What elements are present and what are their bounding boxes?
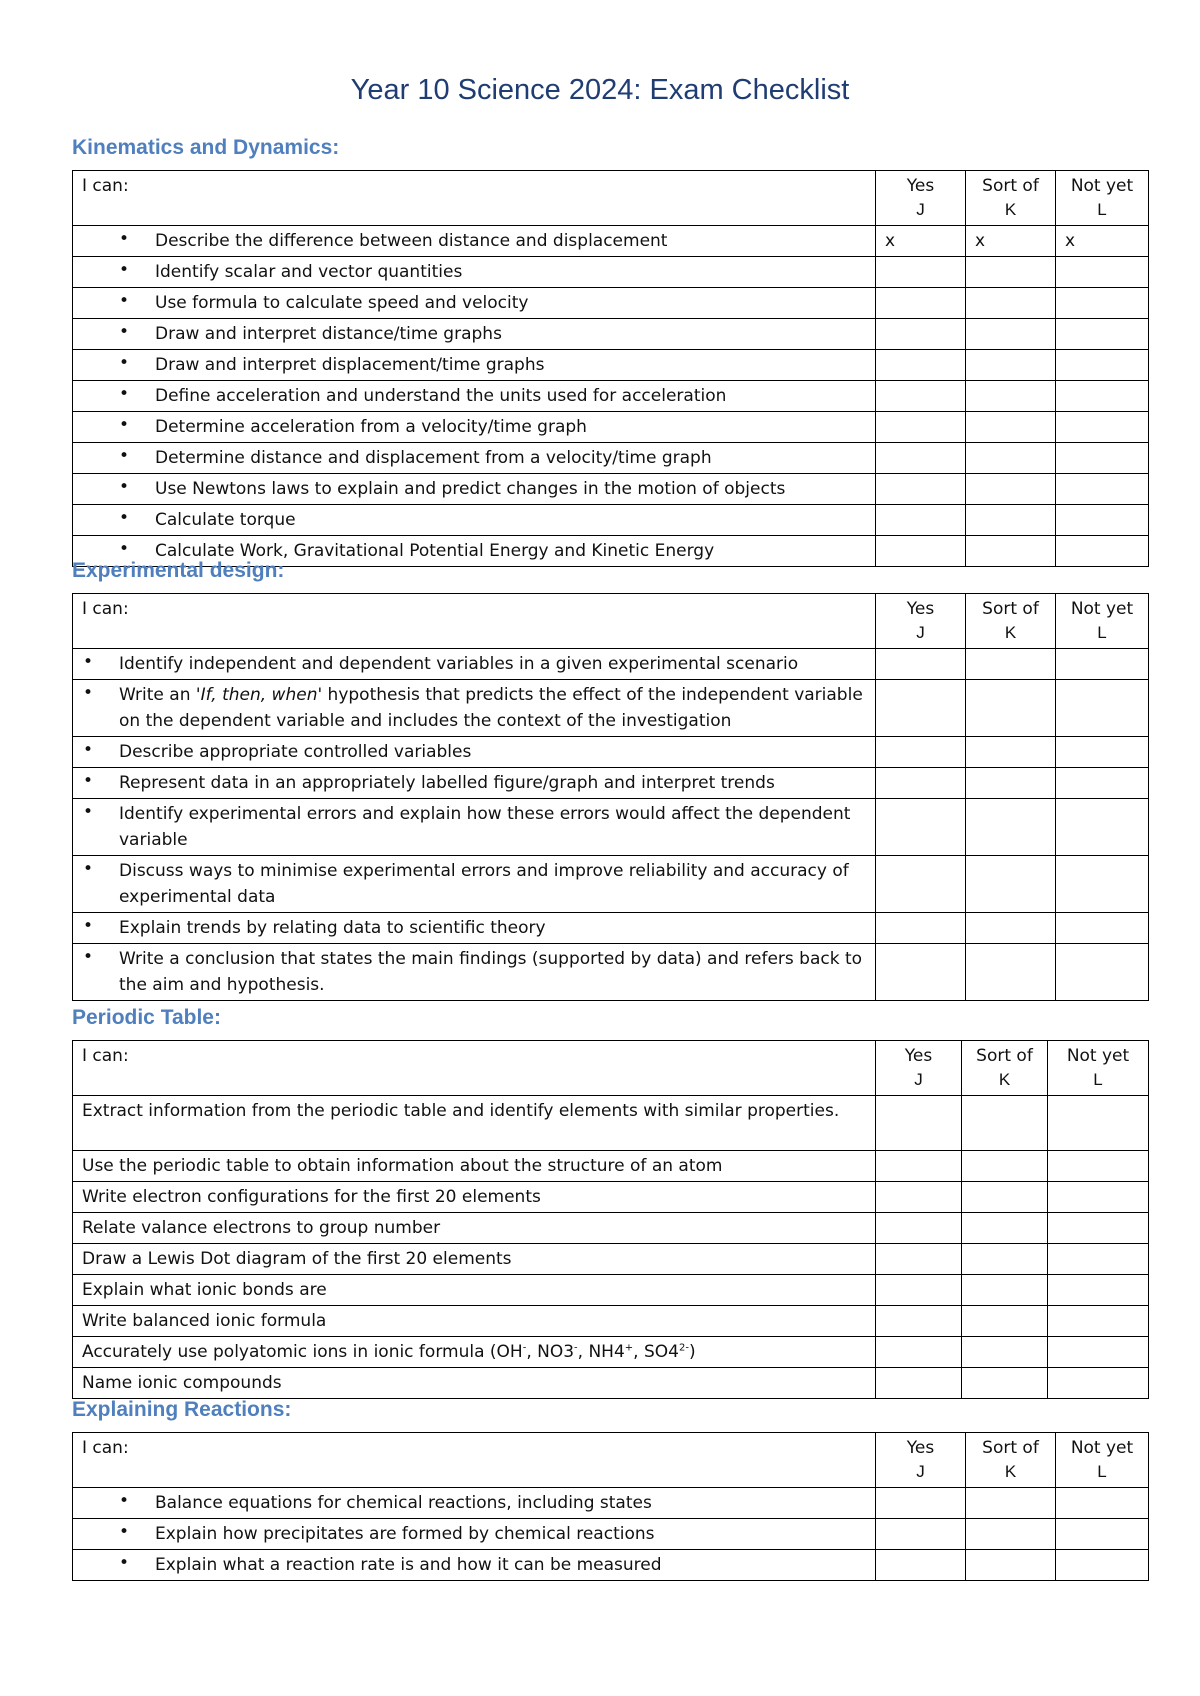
checklist-item: Explain what ionic bonds are [73, 1275, 876, 1306]
section-heading-experimental: Experimental design: [72, 559, 285, 582]
notyet-checkbox[interactable]: x [1056, 226, 1149, 257]
neutral-face-icon: K [998, 1070, 1011, 1089]
checklist-item: • Use formula to calculate speed and velocity [73, 288, 876, 319]
bullet-icon: • [119, 415, 130, 435]
sortof-checkbox[interactable] [966, 649, 1056, 680]
notyet-checkbox[interactable] [1056, 680, 1149, 737]
yes-header: Yes J [876, 594, 966, 649]
checklist-item: Draw a Lewis Dot diagram of the first 20 elements [73, 1244, 876, 1275]
happy-face-icon: J [916, 200, 925, 219]
checklist-item: • Describe appropriate controlled variables [73, 737, 876, 768]
notyet-checkbox[interactable] [1056, 319, 1149, 350]
sortof-checkbox[interactable] [966, 257, 1056, 288]
sortof-checkbox[interactable] [966, 536, 1056, 567]
sortof-checkbox[interactable] [966, 680, 1056, 737]
sortof-checkbox[interactable] [962, 1182, 1048, 1213]
notyet-checkbox[interactable] [1056, 768, 1149, 799]
ican-header: I can: [73, 1041, 876, 1096]
notyet-checkbox[interactable] [1056, 737, 1149, 768]
yes-checkbox[interactable] [876, 1213, 962, 1244]
sortof-checkbox[interactable] [962, 1368, 1048, 1399]
happy-face-icon: J [916, 1462, 925, 1481]
sortof-checkbox[interactable] [962, 1337, 1048, 1368]
checklist-item: • Identify experimental errors and explain how these errors would affect the dependent variable [73, 799, 876, 856]
neutral-face-icon: K [1004, 200, 1017, 219]
sortof-checkbox[interactable] [966, 768, 1056, 799]
notyet-checkbox[interactable] [1048, 1244, 1149, 1275]
yes-checkbox[interactable] [876, 1096, 962, 1151]
sortof-checkbox[interactable] [966, 443, 1056, 474]
section-heading-reactions: Explaining Reactions: [72, 1398, 292, 1421]
ican-header: I can: [73, 594, 876, 649]
bullet-icon: • [119, 384, 130, 404]
bullet-icon: • [119, 229, 130, 249]
notyet-header: Not yet L [1056, 594, 1149, 649]
sortof-checkbox[interactable] [962, 1096, 1048, 1151]
bullet-icon: • [119, 477, 130, 497]
yes-checkbox[interactable] [876, 536, 966, 567]
experimental-checklist-table [72, 593, 1149, 1001]
bullet-icon: • [119, 322, 130, 342]
notyet-checkbox[interactable] [1048, 1151, 1149, 1182]
bullet-icon: • [83, 916, 94, 936]
checklist-item: Write electron configurations for the first 20 elements [73, 1182, 876, 1213]
checklist-item: • Draw and interpret distance/time graphs [73, 319, 876, 350]
yes-checkbox[interactable] [876, 1182, 962, 1213]
neutral-face-icon: K [1004, 1462, 1017, 1481]
checklist-item: Name ionic compounds [73, 1368, 876, 1399]
checklist-item: • Explain what a reaction rate is and how it can be measured [73, 1550, 876, 1581]
checklist-item: • Explain trends by relating data to scientific theory [73, 913, 876, 944]
checklist-item: Relate valance electrons to group number [73, 1213, 876, 1244]
yes-checkbox[interactable] [876, 913, 966, 944]
notyet-checkbox[interactable] [1056, 412, 1149, 443]
notyet-checkbox[interactable] [1048, 1368, 1149, 1399]
sortof-checkbox[interactable] [962, 1244, 1048, 1275]
yes-checkbox[interactable] [876, 1306, 962, 1337]
notyet-checkbox[interactable] [1056, 649, 1149, 680]
checklist-item: Extract information from the periodic table and identify elements with similar properties. [73, 1096, 876, 1151]
yes-checkbox[interactable] [876, 1275, 962, 1306]
reactions-checklist-table [72, 1432, 1149, 1581]
sortof-checkbox[interactable] [962, 1151, 1048, 1182]
sortof-checkbox[interactable]: x [966, 226, 1056, 257]
yes-header: Yes J [876, 171, 966, 226]
bullet-icon: • [83, 652, 94, 672]
checklist-item: • Draw and interpret displacement/time graphs [73, 350, 876, 381]
checklist-item: • Determine acceleration from a velocity/time graph [73, 412, 876, 443]
yes-checkbox[interactable] [876, 737, 966, 768]
yes-checkbox[interactable] [876, 1151, 962, 1182]
section-heading-periodic: Periodic Table: [72, 1006, 221, 1029]
checklist-item: • Determine distance and displacement from a velocity/time graph [73, 443, 876, 474]
periodic-checklist-table [72, 1040, 1149, 1399]
checklist-item: • Describe the difference between distance and displacement [73, 226, 876, 257]
sortof-checkbox[interactable] [966, 350, 1056, 381]
sortof-checkbox[interactable] [966, 505, 1056, 536]
sortof-checkbox[interactable] [966, 474, 1056, 505]
sortof-header: Sort of K [962, 1041, 1048, 1096]
sortof-checkbox[interactable] [966, 856, 1056, 913]
yes-header: Yes J [876, 1433, 966, 1488]
yes-checkbox[interactable] [876, 505, 966, 536]
bullet-icon: • [119, 539, 130, 559]
notyet-checkbox[interactable] [1056, 944, 1149, 1001]
notyet-checkbox[interactable] [1056, 1550, 1149, 1581]
sortof-checkbox[interactable] [966, 381, 1056, 412]
sortof-checkbox[interactable] [966, 737, 1056, 768]
yes-checkbox[interactable] [876, 680, 966, 737]
yes-checkbox[interactable] [876, 443, 966, 474]
sortof-header: Sort of K [966, 171, 1056, 226]
yes-checkbox[interactable] [876, 944, 966, 1001]
happy-face-icon: J [916, 623, 925, 642]
notyet-checkbox[interactable] [1056, 505, 1149, 536]
bullet-icon: • [83, 771, 94, 791]
bullet-icon: • [83, 802, 94, 822]
checklist-item: Use the periodic table to obtain information about the structure of an atom [73, 1151, 876, 1182]
checklist-item: Accurately use polyatomic ions in ionic formula (OH-, NO3-, NH4+, $SO4^{2-}$) [73, 1337, 876, 1368]
neutral-face-icon: K [1004, 623, 1017, 642]
sad-face-icon: L [1097, 1462, 1107, 1481]
notyet-checkbox[interactable] [1056, 474, 1149, 505]
yes-checkbox[interactable]: x [876, 226, 966, 257]
checklist-item: • Calculate torque [73, 505, 876, 536]
checklist-item: • Identify independent and dependent variables in a given experimental scenario [73, 649, 876, 680]
section-heading-kinematics: Kinematics and Dynamics: [72, 136, 340, 159]
notyet-checkbox[interactable] [1056, 799, 1149, 856]
checklist-item: • Use Newtons laws to explain and predict changes in the motion of objects [73, 474, 876, 505]
bullet-icon: • [83, 740, 94, 760]
notyet-checkbox[interactable] [1056, 350, 1149, 381]
bullet-icon: • [83, 947, 94, 967]
checklist-item: • Write a conclusion that states the main findings (supported by data) and refers back to the aim and hypothesis. [73, 944, 876, 1001]
bullet-icon: • [119, 508, 130, 528]
checklist-item: • Write an 'If, then, when' hypothesis that predicts the effect of the independent variable on the dependent variable and includes the context of the investigation [73, 680, 876, 737]
yes-header: Yes J [876, 1041, 962, 1096]
sortof-checkbox[interactable] [962, 1306, 1048, 1337]
yes-checkbox[interactable] [876, 257, 966, 288]
bullet-icon: • [119, 353, 130, 373]
notyet-checkbox[interactable] [1056, 913, 1149, 944]
sortof-header: Sort of K [966, 1433, 1056, 1488]
sortof-checkbox[interactable] [966, 319, 1056, 350]
bullet-icon: • [119, 1553, 130, 1573]
bullet-icon: • [119, 260, 130, 280]
notyet-header: Not yet L [1056, 1433, 1149, 1488]
notyet-checkbox[interactable] [1056, 1488, 1149, 1519]
happy-face-icon: J [914, 1070, 923, 1089]
sortof-checkbox[interactable] [966, 288, 1056, 319]
sad-face-icon: L [1097, 623, 1107, 642]
yes-checkbox[interactable] [876, 288, 966, 319]
yes-checkbox[interactable] [876, 1550, 966, 1581]
page-title: Year 10 Science 2024: Exam Checklist [350, 74, 850, 106]
checklist-item: • Explain how precipitates are formed by chemical reactions [73, 1519, 876, 1550]
sortof-checkbox[interactable] [966, 913, 1056, 944]
ican-header: I can: [73, 1433, 876, 1488]
bullet-icon: • [119, 291, 130, 311]
checklist-item: Write balanced ionic formula [73, 1306, 876, 1337]
sortof-checkbox[interactable] [962, 1213, 1048, 1244]
sortof-checkbox[interactable] [966, 412, 1056, 443]
yes-checkbox[interactable] [876, 412, 966, 443]
checklist-item: • Discuss ways to minimise experimental errors and improve reliability and accuracy of experimental data [73, 856, 876, 913]
bullet-icon: • [119, 1491, 130, 1511]
notyet-checkbox[interactable] [1056, 856, 1149, 913]
notyet-checkbox[interactable] [1056, 1519, 1149, 1550]
notyet-checkbox[interactable] [1048, 1096, 1149, 1151]
yes-checkbox[interactable] [876, 1488, 966, 1519]
bullet-icon: • [83, 683, 94, 703]
notyet-checkbox[interactable] [1048, 1182, 1149, 1213]
bullet-icon: • [119, 1522, 130, 1542]
yes-checkbox[interactable] [876, 381, 966, 412]
notyet-checkbox[interactable] [1056, 536, 1149, 567]
notyet-checkbox[interactable] [1056, 257, 1149, 288]
yes-checkbox[interactable] [876, 1368, 962, 1399]
notyet-checkbox[interactable] [1056, 381, 1149, 412]
yes-checkbox[interactable] [876, 1519, 966, 1550]
yes-checkbox[interactable] [876, 1337, 962, 1368]
bullet-icon: • [83, 859, 94, 879]
notyet-header: Not yet L [1048, 1041, 1149, 1096]
sad-face-icon: L [1097, 200, 1107, 219]
notyet-checkbox[interactable] [1048, 1213, 1149, 1244]
sortof-checkbox[interactable] [962, 1275, 1048, 1306]
sortof-checkbox[interactable] [966, 1488, 1056, 1519]
sortof-checkbox[interactable] [966, 944, 1056, 1001]
yes-checkbox[interactable] [876, 856, 966, 913]
yes-checkbox[interactable] [876, 799, 966, 856]
checklist-item: • Identify scalar and vector quantities [73, 257, 876, 288]
yes-checkbox[interactable] [876, 319, 966, 350]
sortof-checkbox[interactable] [966, 1519, 1056, 1550]
sortof-header: Sort of K [966, 594, 1056, 649]
sortof-checkbox[interactable] [966, 799, 1056, 856]
bullet-icon: • [119, 446, 130, 466]
checklist-item: • Define acceleration and understand the units used for acceleration [73, 381, 876, 412]
sortof-checkbox[interactable] [966, 1550, 1056, 1581]
notyet-checkbox[interactable] [1048, 1306, 1149, 1337]
yes-checkbox[interactable] [876, 649, 966, 680]
notyet-checkbox[interactable] [1048, 1337, 1149, 1368]
yes-checkbox[interactable] [876, 1244, 962, 1275]
yes-checkbox[interactable] [876, 350, 966, 381]
notyet-header: Not yet L [1056, 171, 1149, 226]
checklist-item: • Calculate Work, Gravitational Potential Energy and Kinetic Energy [73, 536, 876, 567]
sad-face-icon: L [1093, 1070, 1103, 1089]
ican-header: I can: [73, 171, 876, 226]
kinematics-checklist-table [72, 170, 1149, 567]
notyet-checkbox[interactable] [1048, 1275, 1149, 1306]
checklist-item: • Represent data in an appropriately labelled figure/graph and interpret trends [73, 768, 876, 799]
checklist-item: • Balance equations for chemical reactions, including states [73, 1488, 876, 1519]
yes-checkbox[interactable] [876, 768, 966, 799]
notyet-checkbox[interactable] [1056, 288, 1149, 319]
notyet-checkbox[interactable] [1056, 443, 1149, 474]
yes-checkbox[interactable] [876, 474, 966, 505]
